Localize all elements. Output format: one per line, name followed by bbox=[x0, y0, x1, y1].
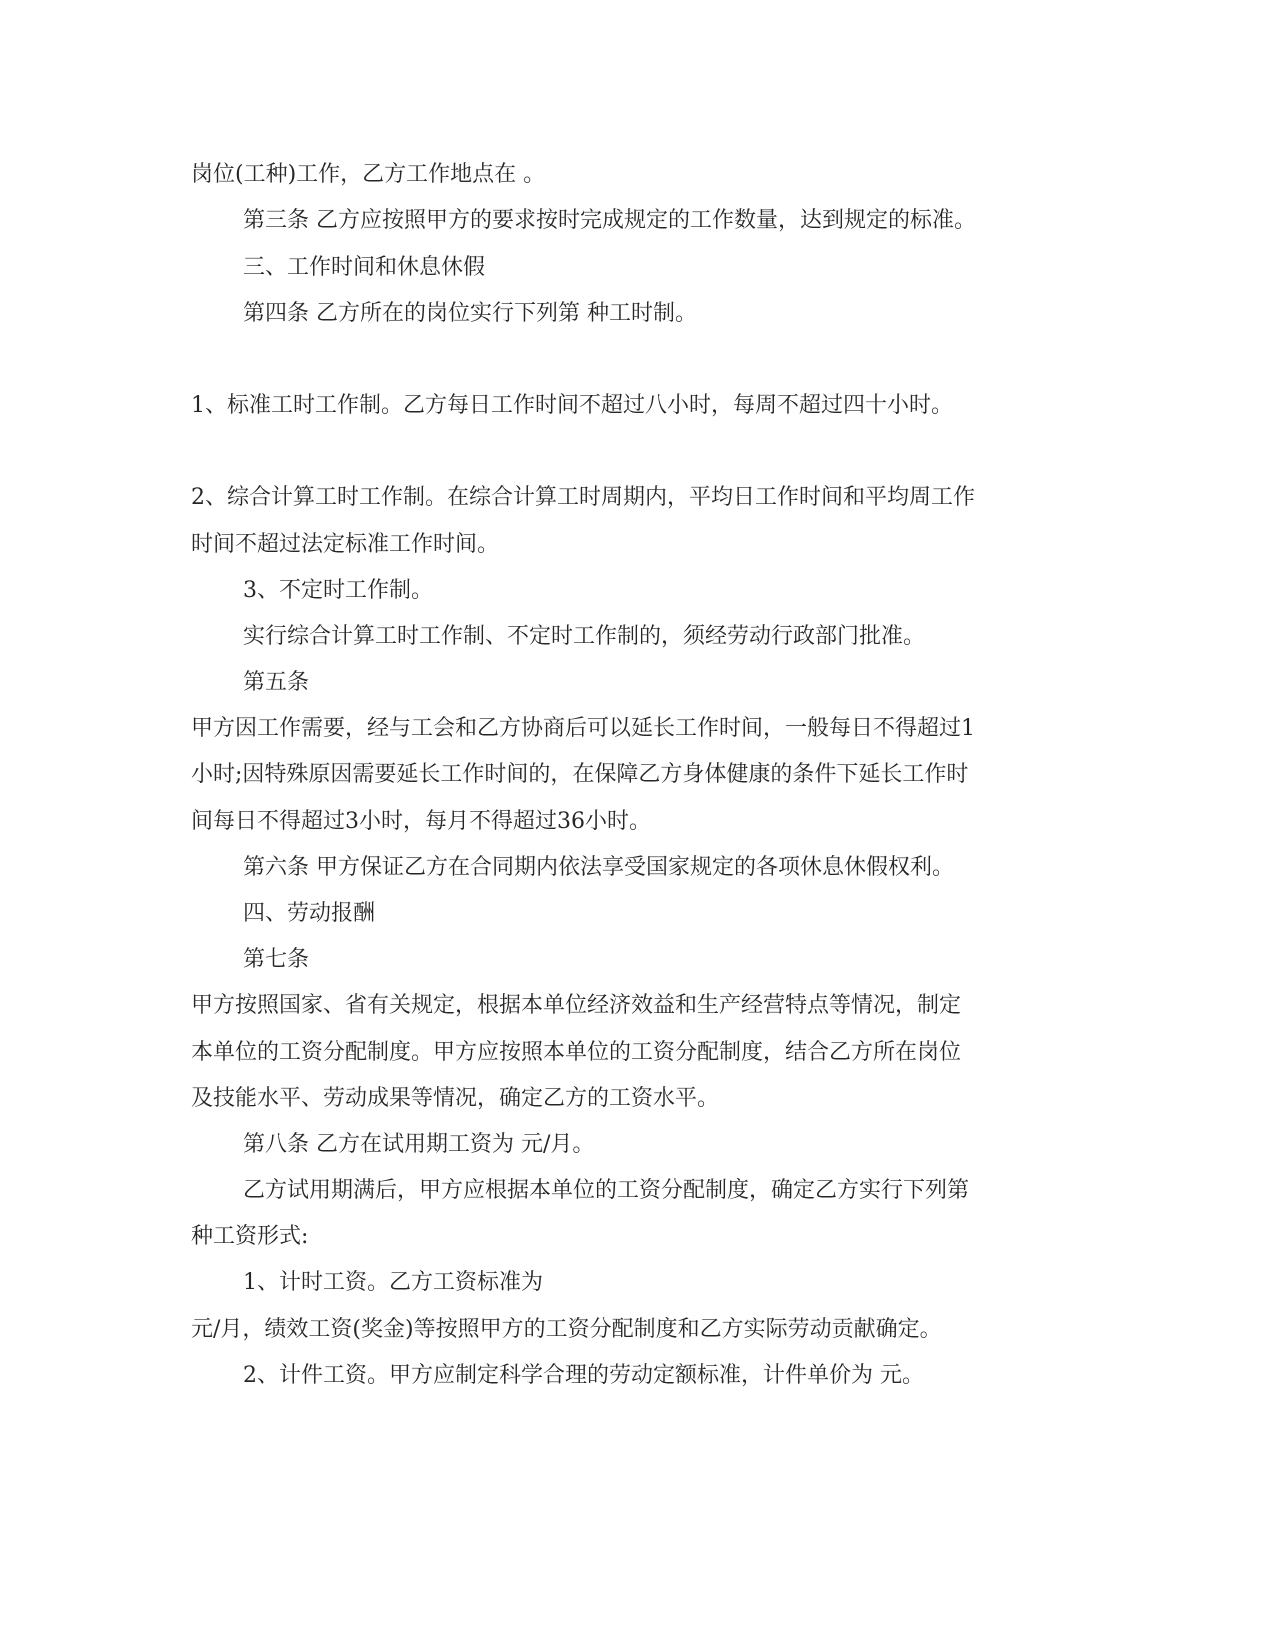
article-heading: 第五条 bbox=[243, 670, 310, 695]
article-heading: 第七条 bbox=[243, 947, 310, 972]
text-line: 甲方因工作需要，经与工会和乙方协商后可以延长工作时间，一般每日不得超过1 bbox=[191, 716, 975, 741]
text-line: 1、计时工资。乙方工资标准为 bbox=[243, 1270, 543, 1295]
text-line: 甲方按照国家、省有关规定，根据本单位经济效益和生产经营特点等情况，制定 bbox=[191, 993, 962, 1018]
text-line: 实行综合计算工时工作制、不定时工作制的，须经劳动行政部门批准。 bbox=[243, 624, 926, 649]
text-line: 第八条 乙方在试用期工资为 元/月。 bbox=[243, 1132, 595, 1157]
text-line: 3、不定时工作制。 bbox=[243, 578, 433, 603]
section-heading: 四、劳动报酬 bbox=[243, 901, 376, 926]
text-line: 第四条 乙方所在的岗位实行下列第 种工时制。 bbox=[243, 301, 697, 326]
text-line: 乙方试用期满后，甲方应根据本单位的工资分配制度，确定乙方实行下列第 bbox=[243, 1178, 970, 1203]
text-line: 时间不超过法定标准工作时间。 bbox=[191, 532, 500, 557]
text-line: 第六条 甲方保证乙方在合同期内依法享受国家规定的各项休息休假权利。 bbox=[243, 855, 954, 880]
text-line: 第三条 乙方应按照甲方的要求按时完成规定的工作数量，达到规定的标准。 bbox=[243, 208, 976, 233]
text-line: 2、计件工资。甲方应制定科学合理的劳动定额标准，计件单价为 元。 bbox=[243, 1363, 924, 1388]
text-line: 种工资形式: bbox=[191, 1224, 309, 1249]
text-line: 本单位的工资分配制度。甲方应按照本单位的工资分配制度，结合乙方所在岗位 bbox=[191, 1040, 962, 1065]
text-line: 1、标准工时工作制。乙方每日工作时间不超过八小时，每周不超过四十小时。 bbox=[191, 393, 953, 418]
text-line: 2、综合计算工时工作制。在综合计算工时周期内，平均日工作时间和平均周工作 bbox=[191, 485, 975, 510]
text-line: 元/月，绩效工资(奖金)等按照甲方的工资分配制度和乙方实际劳动贡献确定。 bbox=[191, 1317, 942, 1342]
text-line: 间每日不得超过3小时，每月不得超过36小时。 bbox=[191, 809, 651, 834]
section-heading: 三、工作时间和休息休假 bbox=[243, 255, 486, 280]
text-line: 及技能水平、劳动成果等情况，确定乙方的工资水平。 bbox=[191, 1086, 720, 1111]
text-line: 小时;因特殊原因需要延长工作时间的，在保障乙方身体健康的条件下延长工作时 bbox=[191, 762, 969, 787]
text-line: 岗位(工种)工作，乙方工作地点在 。 bbox=[191, 162, 546, 187]
